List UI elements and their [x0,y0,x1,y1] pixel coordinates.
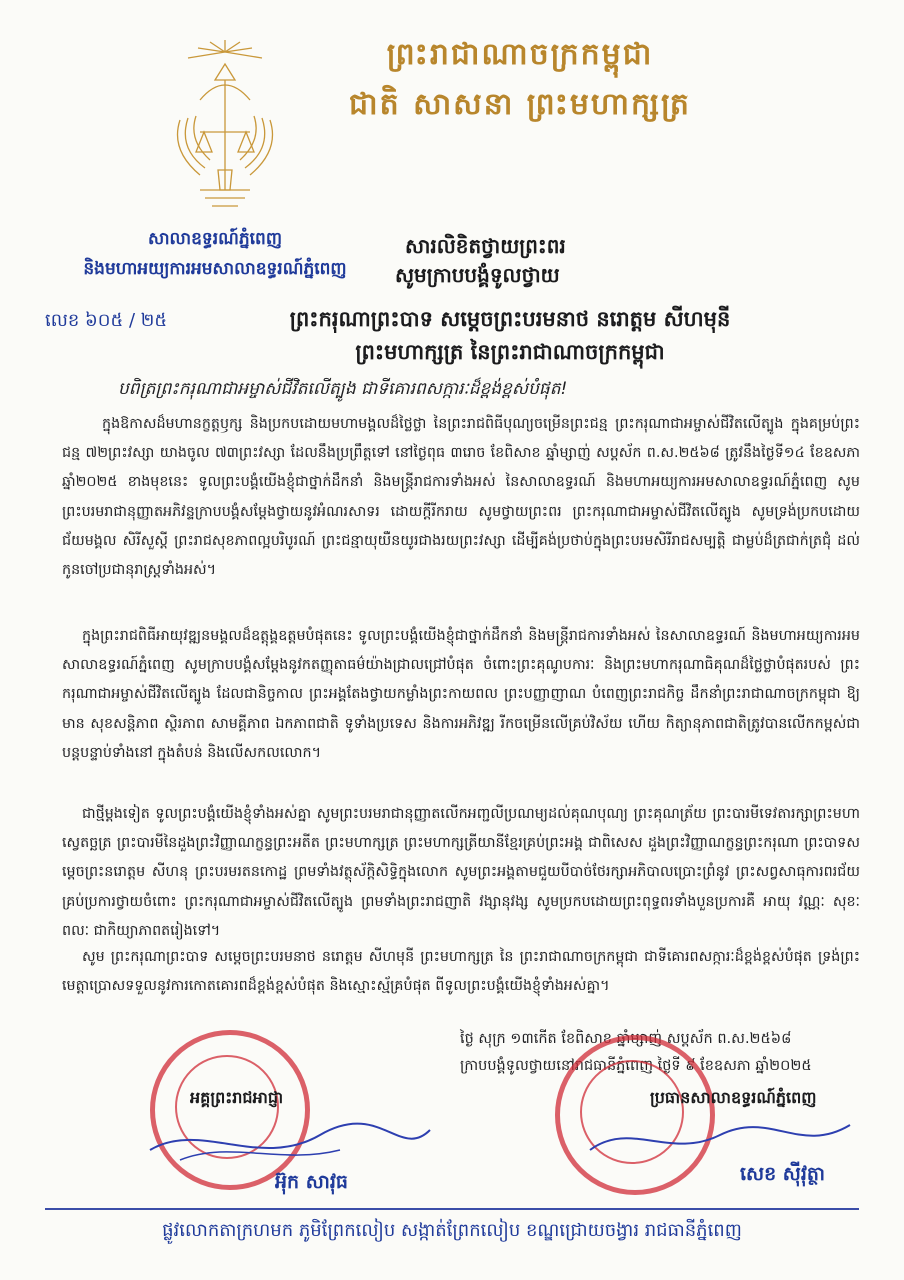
kingdom-motto: ជាតិ សាសនា ព្រះមហាក្សត្រ [349,87,691,122]
body-paragraph-3-text: ជាថ្មីម្តងទៀត ទូលព្រះបង្គំយើងខ្ញុំទាំងអស់គ្នា សូមព្រះបរមរាជានុញ្ញាតលើកអញ្ជលីប្រណម្យដល់គុណបុណ្យ ព្រះគុណត្រ័យ ព្រះបារមីទេវតារក្សាព្រះមហាស្វេតច្ឆត្រ ព្រះបារមីនៃដួងព្រះវិញ្ញាណក្ខន្ធព្រះអតីត ព្រះមហាក្សត្រ ព្រះមហាក្សត្រីយានីខ្មែរគ្រប់ព្រះអង្គ ជាពិសេស ដួងព្រះវិញ្ញាណក្ខន្ធព្រះករុណា ព្រះបាទសម្តេចព្រះនរោត្តម សីហនុ ព្រះបរមរតនកោដ្ឋ ព្រមទាំងវត្ថុស័ក្តិសិទ្ធិក្នុងលោក សូមព្រះអង្គតាមជួយបីបាច់ថែរក្សាអភិបាលប្រោះព្រំនូវ ព្រះសព្វសាធុការពរជ័យគ្រប់ប្រការថ្វាយចំពោះ ព្រះករុណាជាអម្ចាស់ជីវិតលើត្បូង ព្រមទាំងព្រះរាជញាតិ វង្សានុវង្ស សូមប្រកបដោយព្រះពុទ្ធពរទាំងបួនប្រការគឺ អាយុ វណ្ណៈ សុខៈ ពលៈ ជាកិយ្យាភាពតរៀងទៅ។ [62,806,860,939]
honoree-line1: ព្រះករុណាព្រះបាទ សម្តេចព្រះបរមនាថ នរោត្តម សីហមុនី [289,307,731,331]
left-signatory-title: អគ្គព្រះរាជអាជ្ញា [190,1088,284,1107]
kingdom-heading: ព្រះរាជាណាចក្រកម្ពុជា [386,37,654,72]
footer-address: ផ្លូវលោកតាក្រហមក ភូមិព្រែកលៀប សង្កាត់ព្រែកលៀប ខណ្ឌជ្រោយចង្វារ រាជធានីភ្នំពេញ [162,1220,742,1241]
right-signatory-title: ប្រធានសាលាឧទ្ធរណ៍ភ្នំពេញ [650,1088,817,1107]
body-paragraph-4-text: សូម ព្រះករុណាព្រះបាទ សម្តេចព្រះបរមនាថ នរោត្តម សីហមុនី ព្រះមហាក្សត្រ នៃ ព្រះរាជាណាចក្រកម្ពុជា ជាទីគោរពសក្ការៈដ៏ខ្ពង់ខ្ពស់បំផុត ទ្រង់ព្រះមេត្តាប្រោសទទួលនូវការកោតគោរពដ៏ខ្ពង់ខ្ពស់បំផុត និងស្មោះស្ម័គ្របំផុត ពីទូលព្រះបង្គំយើងខ្ញុំទាំងអស់គ្នា។ [62,949,860,995]
left-handwritten-signature [140,1100,440,1180]
left-signatory-name: អ៊ុក សាវុធ [275,1171,348,1193]
court-name-line2: និងមហាអយ្យការអមសាលាឧទ្ធរណ៍ភ្នំពេញ [83,259,347,279]
body-paragraph-1 [62,410,860,585]
court-emblem [160,40,290,210]
body-paragraph-1-text: ក្នុងឱកាសដ៏មហានក្ខត្តឫក្ស និងប្រកបដោយមហាមង្គលដ៏ថ្លៃថ្លា នៃព្រះរាជពិធីបុណ្យចម្រើនព្រះជន្ម ព្រះករុណាជាអម្ចាស់ជីវិតលើត្បូង ក្នុងគម្រប់ព្រះជន្ម ៧២ព្រះវស្សា យាងចូល ៧៣ព្រះវស្សា ដែលនឹងប្រព្រឹត្តទៅ នៅថ្ងៃពុធ ៣រោច ខែពិសាខ ឆ្នាំម្សាញ់ សប្តស័ក ព.ស.២៥៦៨ ត្រូវនឹងថ្ងៃទី១៤ ខែឧសភា ឆ្នាំ២០២៥ ខាងមុខនេះ ទូលព្រះបង្គំយើងខ្ញុំជាថ្នាក់ដឹកនាំ និងមន្ត្រីរាជការទាំងអស់ នៃសាលាឧទ្ធរណ៍ និងមហាអយ្យការអមសាលាឧទ្ធរណ៍ភ្នំពេញ សូមព្រះបរមរាជានុញ្ញាតអភិវន្ទក្រាបបង្គំសម្តែងថ្វាយនូវអំណរសាទរ ដោយក្តីរីករាយ សូមថ្វាយព្រះពរ ព្រះករុណាជាអម្ចាស់ជីវិតលើត្បូង សូមទ្រង់ប្រកបដោយ ជ័យមង្គល សិរីសួស្តី ព្រះរាជសុខភាពល្អបរិបូរណ៍ ព្រះជន្មាយុយឺនយូរជាងរយព្រះវស្សា ដើម្បីគង់ប្រថាប់ក្នុងព្រះបរមសិរីរាជសម្បត្តិ ជាម្លប់ដ៏ត្រជាក់ត្រជុំ ដល់កូនចៅប្រជានុរាស្ត្រទាំងអស់។ [62,416,860,579]
body-paragraph-4 [62,943,860,1001]
right-handwritten-signature [580,1110,860,1170]
right-signatory-name: សេខ ស៊ីវុត្ថា [740,1163,826,1185]
date-lunar: ថ្ងៃ សុក្រ ១៣កើត ខែពិសាខ ឆ្នាំម្សាញ់ សប្តស័ក ព.ស.២៥៦៨ [460,1031,792,1047]
reference-number: លេខ ៦០៥ / ២៥ [45,310,168,331]
body-paragraph-3 [62,800,860,946]
body-paragraph-2 [62,622,860,768]
court-name-line1: សាលាឧទ្ធរណ៍ភ្នំពេញ [147,229,283,249]
letter-title: សារលិខិតថ្វាយព្រះពរ [405,234,566,258]
date-solar: ក្រាបបង្គំទូលថ្វាយនៅរាជធានីភ្នំពេញ ថ្ងៃទី ៩ ខែឧសភា ឆ្នាំ២០២៥ [460,1058,812,1074]
footer-rule [45,1208,859,1210]
body-paragraph-2-text: ក្នុងព្រះរាជពិធីអាយុវឌ្ឍនមង្គលដ៏ឧត្តុង្គឧត្តមបំផុតនេះ ទូលព្រះបង្គំយើងខ្ញុំជាថ្នាក់ដឹកនាំ និងមន្ត្រីរាជការទាំងអស់ នៃសាលាឧទ្ធរណ៍ និងមហាអយ្យការអមសាលាឧទ្ធរណ៍ភ្នំពេញ សូមក្រាបបង្គំសម្តែងនូវកតញ្ញុតាធម៌យ៉ាងជ្រាលជ្រៅបំផុត ចំពោះព្រះគុណូបការៈ និងព្រះមហាករុណាធិគុណដ៏ថ្លៃថ្លាបំផុតរបស់ ព្រះករុណាជាអម្ចាស់ជីវិតលើត្បូង ដែលជានិច្ចកាល ព្រះអង្គតែងថ្វាយកម្លាំងព្រះកាយពល ព្រះបញ្ញាញាណ បំពេញព្រះរាជកិច្ច ដឹកនាំព្រះរាជាណាចក្រកម្ពុជា ឱ្យមាន សុខសន្តិភាព ស្ថិរភាព សាមគ្គីភាព ឯកភាពជាតិ ទូទាំងប្រទេស និងការអភិវឌ្ឍ រីកចម្រើនលើគ្រប់វិស័យ ហើយ កិត្យានុភាពជាតិត្រូវបានលើកកម្ពស់ជាបន្តបន្ទាប់ទាំងនៅ ក្នុងតំបន់ និងលើសកលលោក។ [62,628,860,761]
opening-salutation: បពិត្រព្រះករុណាជាអម្ចាស់ជីវិតលើត្បូង ជាទីគោរពសក្ការៈដ៏ខ្ពង់ខ្ពស់បំផុត! [118,379,568,399]
letter-subtitle: សូមក្រាបបង្គំទូលថ្វាយ [395,263,560,287]
honoree-line2: ព្រះមហាក្សត្រ នៃព្រះរាជាណាចក្រកម្ពុជា [355,340,665,364]
